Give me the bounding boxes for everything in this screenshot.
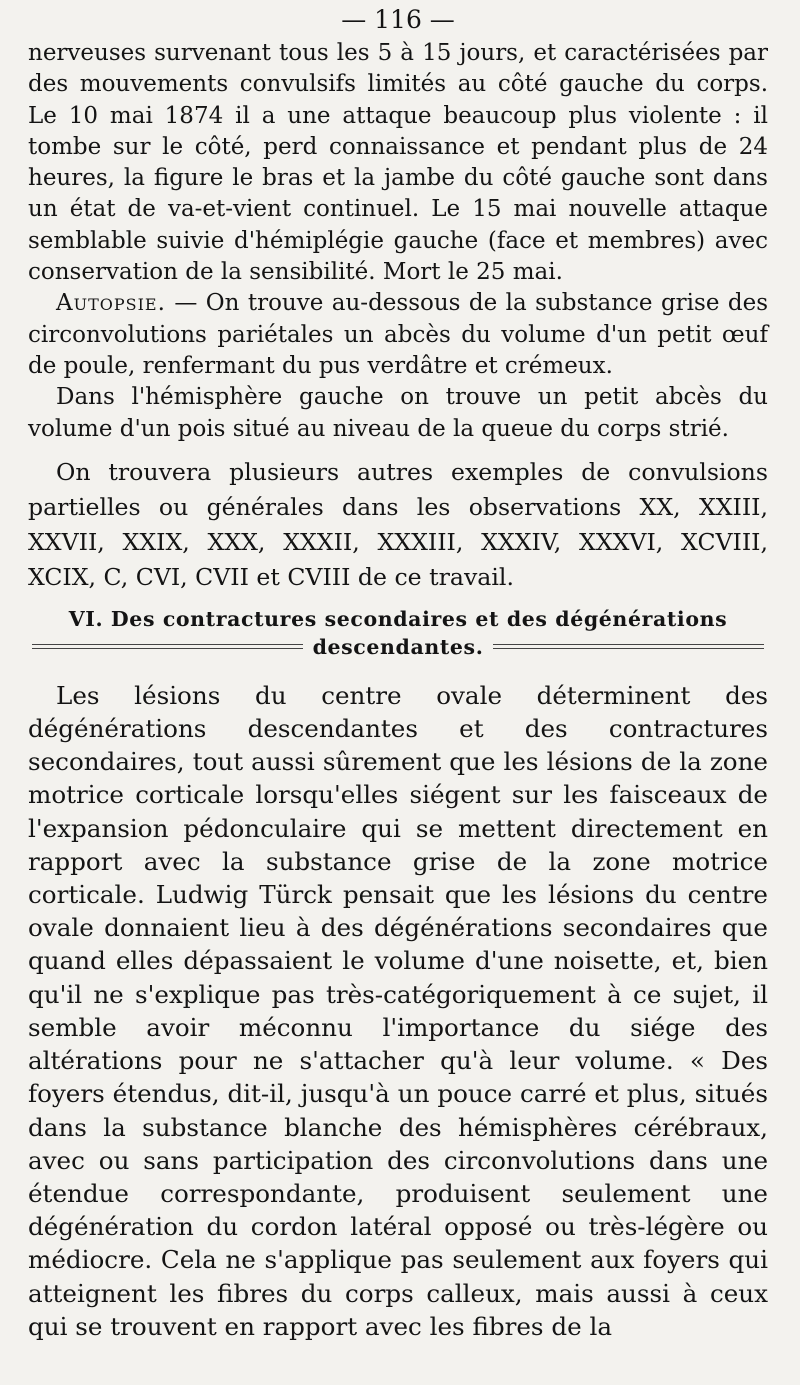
body-paragraph: Les lésions du centre ovale déterminent des dégénérations descendantes et des contractures secondaires, tout aussi sûrement que les lésions de la zone motrice corticale lorsqu'elles siégent sur les faisceaux de l'expansion pédonculaire qui se mettent directement en rapport avec la substance grise de la zone motrice corticale. Ludwig Türck pensait que les lésions du centre ovale donnaient lieu à des dégénérations secondaires que quand elles dépassaient le volume d'une noisette, et, bien qu'il ne s'explique pas très-catégoriquement à ce sujet, il semble avoir méconnu l'importance du siége des altérations pour ne s'attacher qu'à leur volume. « Des foyers étendus, dit-il, jusqu'à un pouce carré et plus, situés dans la substance blanche des hémisphères cérébraux, avec ou sans participation des circonvolutions dans une étendue correspondante, produisent seulement une dégénération du cordon latéral opposé ou très-légère ou médiocre. Cela ne s'applique pas seulement aux foyers qui atteignent les fibres du corps calleux, mais aussi à ceux qui se trouvent en rapport avec les fibres de la [28, 680, 768, 1341]
autopsie-text: — On trouve au-dessous de la substance grise des circonvolutions pariétales un abcès du volume d'un petit œuf de poule, renfermant du pus verdâtre et crémeux. [28, 290, 768, 379]
autopsie-label: Autopsie. [56, 290, 166, 317]
section-title-line2-row [28, 633, 768, 661]
section-title-line1: VI. Des contractures secondaires et des dégénérations [68, 606, 728, 631]
autopsie-paragraph [28, 288, 768, 382]
divider-rule-right [493, 644, 764, 649]
observation-continued-paragraph: nerveuses survenant tous les 5 à 15 jours, et caractérisées par des mouvements convulsifs limités au côté gauche du corps. Le 10 mai 1874 il a une attaque beaucoup plus violente : il tombe sur le côté, perd connaissance et pendant plus de 24 heures, la figure le bras et la jambe du côté gauche sont dans un état de va-et-vient continuel. Le 15 mai nouvelle attaque semblable suivie d'hémiplégie gauche (face et membres) avec conservation de la sensibilité. Mort le 25 mai. [28, 40, 768, 286]
hemisphere-paragraph: Dans l'hémisphère gauche on trouve un petit abcès du volume d'un pois situé au niveau de la queue du corps strié. [28, 384, 768, 442]
page-number: — 116 — [341, 5, 455, 34]
see-also-paragraph: On trouvera plusieurs autres exemples de convulsions partielles ou générales dans les observations XX, XXIII, XXVII, XXIX, XXX, XXXII, XXXIII, XXXIV, XXXVI, XCVIII, XCIX, C, CVI, CVII et CVIII de ce travail. [28, 457, 768, 591]
section-title-line2: descendantes. [312, 634, 484, 659]
divider-rule-left [32, 644, 303, 649]
section-heading [28, 605, 768, 661]
section-body [28, 679, 768, 1343]
